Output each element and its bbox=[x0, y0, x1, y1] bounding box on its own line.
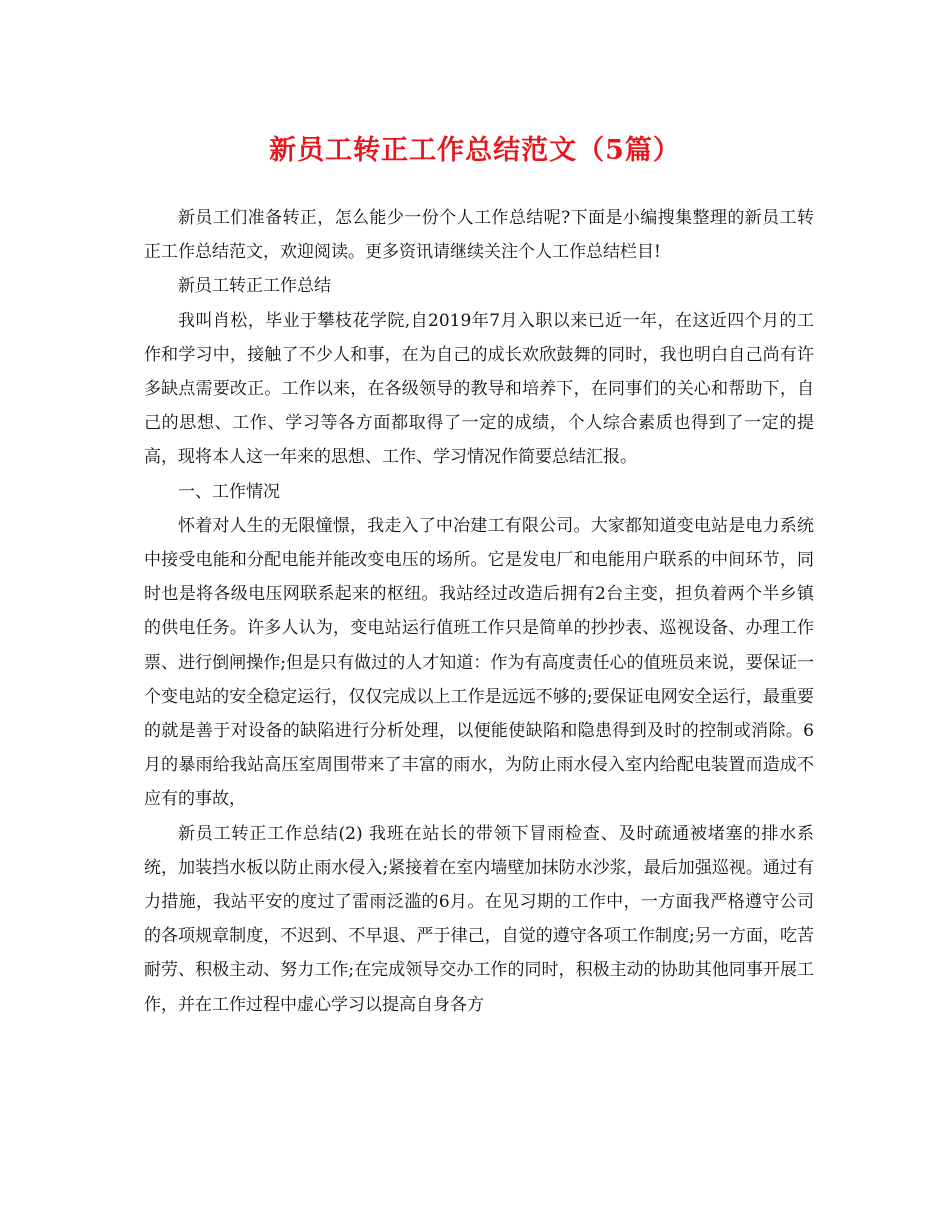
body-paragraph: 新员工转正工作总结(2) 我班在站长的带领下冒雨检查、及时疏通被堵塞的排水系统，加装挡水板以防止雨水侵入;紧接着在室内墙壁加抹防水沙浆，最后加强巡视。通过有力措施，我站平安的度过了雷雨泛滥的6月。在见习期的工作中，一方面我严格遵守公司的各项规章制度，不迟到、不早退、严于律己，自觉的遵守各项工作制度;另一方面，吃苦耐劳、积极主动、努力工作;在完成领导交办工作的同时，积极主动的协助其他同事开展工作，并在工作过程中虚心学习以提高自身各方 bbox=[144, 823, 814, 1015]
section-heading: 新员工转正工作总结 bbox=[178, 276, 331, 297]
document-body bbox=[144, 201, 814, 1022]
document-title: 新员工转正工作总结范文（5篇） bbox=[269, 135, 681, 166]
body-paragraph: 我叫肖松，毕业于攀枝花学院,自2019年7月入职以来已近一年，在这近四个月的工作和学习中，接触了不少人和事，在为自己的成长欢欣鼓舞的同时，我也明白自己尚有许多缺点需要改正。工作以来，在各级领导的教导和培养下，在同事们的关心和帮助下，自己的思想、工作、学习等各方面都取得了一定的成绩，个人综合素质也得到了一定的提高，现将本人这一年来的思想、工作、学习情况作简要总结汇报。 bbox=[144, 310, 814, 468]
section-heading: 一、工作情况 bbox=[178, 481, 280, 502]
body-paragraph: 怀着对人生的无限憧憬，我走入了中冶建工有限公司。大家都知道变电站是电力系统中接受电能和分配电能并能改变电压的场所。它是发电厂和电能用户联系的中间环节，同时也是将各级电压网联系起来的枢纽。我站经过改造后拥有2台主变，担负着两个半乡镇的供电任务。许多人认为，变电站运行值班工作只是简单的抄抄表、巡视设备、办理工作票、进行倒闸操作;但是只有做过的人才知道：作为有高度责任心的值班员来说，要保证一个变电站的安全稳定运行，仅仅完成以上工作是远远不够的;要保证电网安全运行，最重要的就是善于对设备的缺陷进行分析处理，以便能使缺陷和隐患得到及时的控制或消除。6月的暴雨给我站高压室周围带来了丰富的雨水，为防止雨水侵入室内给配电装置而造成不应有的事故， bbox=[144, 515, 814, 810]
intro-paragraph: 新员工们准备转正，怎么能少一份个人工作总结呢?下面是小编搜集整理的新员工转正工作总结范文，欢迎阅读。更多资讯请继续关注个人工作总结栏目! bbox=[144, 208, 814, 263]
